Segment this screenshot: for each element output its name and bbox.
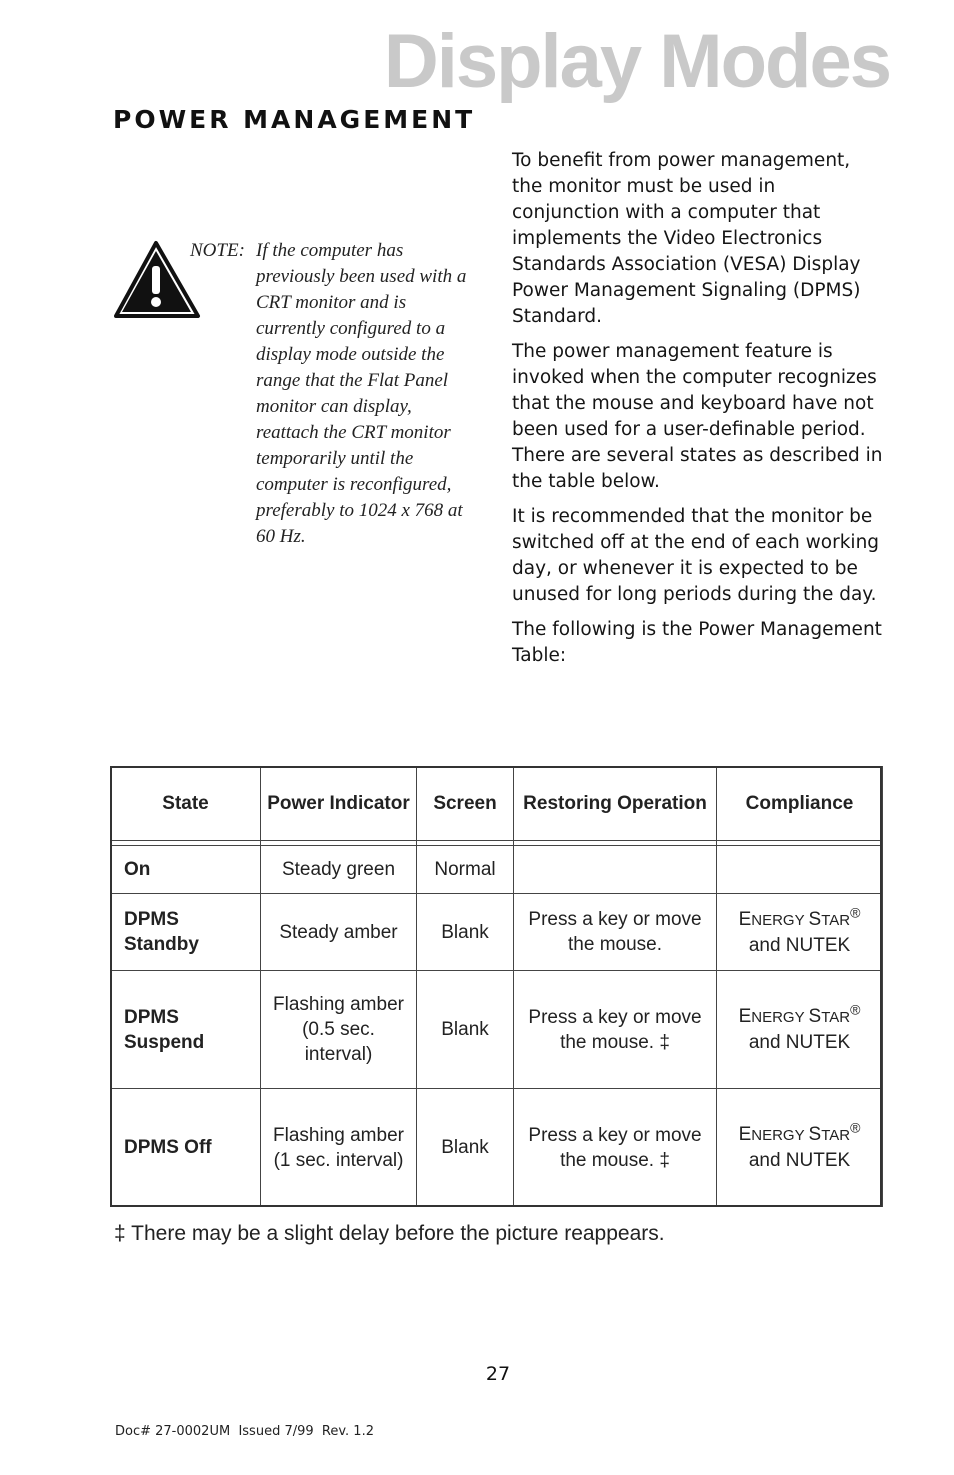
compliance-text: and NUTEK xyxy=(748,934,851,956)
energy-star-label: ENERGY STAR® xyxy=(738,904,861,930)
energy-star-label: ENERGY STAR® xyxy=(738,1119,861,1146)
page-number: 27 xyxy=(485,1363,511,1385)
header-power-indicator: Power Indicator xyxy=(261,767,417,841)
cell-indicator: Steady green xyxy=(261,845,417,893)
cell-state: DPMS Off xyxy=(111,1089,261,1207)
cell-indicator: Flashing amber (0.5 sec. interval) xyxy=(261,971,417,1089)
banner-title: Display Modes xyxy=(383,19,890,104)
compliance-text: and NUTEK xyxy=(748,1150,851,1172)
header-state: State xyxy=(111,767,261,841)
cell-state: DPMS Standby xyxy=(111,893,261,971)
cell-indicator: Flashing amber (1 sec. interval) xyxy=(261,1089,417,1207)
doc-info: Doc# 27-0002UM Issued 7/99 Rev. 1.2 xyxy=(115,1424,374,1439)
cell-state: DPMS Suspend xyxy=(111,971,261,1089)
cell-state: On xyxy=(111,845,261,893)
table-frame xyxy=(110,766,882,1207)
header-restoring-operation: Restoring Operation xyxy=(514,767,717,841)
header-screen: Screen xyxy=(417,767,514,841)
cell-restoring: Press a key or move the mouse. xyxy=(514,893,717,971)
body-paragraph: The power management feature is invoked when the computer recognizes that the mouse and keyboard have not been used for a user-definable period. There are several states as described in the table below. xyxy=(512,341,883,492)
header-compliance: Compliance xyxy=(717,767,883,841)
body-column xyxy=(512,148,884,678)
warning-triangle-icon xyxy=(114,240,202,320)
section-title: POWER MANAGEMENT xyxy=(113,105,476,134)
cell-screen: Blank xyxy=(417,893,514,971)
cell-screen: Blank xyxy=(417,1089,514,1207)
cell-indicator: Steady amber xyxy=(261,893,417,971)
energy-star-label: ENERGY STAR® xyxy=(738,1001,861,1028)
body-paragraph: It is recommended that the monitor be switched off at the end of each working day, or whenever it is expected to be unused for long periods during the day. xyxy=(512,506,880,605)
footnote: ‡ There may be a slight delay before the picture reappears. xyxy=(114,1222,665,1245)
note-text: If the computer has previously been used with a CRT monitor and is currently configured to a display mode outside the range that the Flat Panel monitor can display, reattach the CRT monitor temporarily until the computer is reconfigured, preferably to 1024 x 768 at 60 Hz. xyxy=(256,240,467,547)
note-label: NOTE: xyxy=(190,240,245,261)
cell-screen: Blank xyxy=(417,971,514,1089)
body-paragraph: To benefit from power management, the monitor must be used in conjunction with a computer that implements the Video Electronics Standards Association (VESA) Display Power Management Signaling (DPMS) Standard. xyxy=(512,150,861,327)
cell-restoring: Press a key or move the mouse. ‡ xyxy=(514,971,717,1089)
compliance-text: and NUTEK xyxy=(748,1032,851,1054)
cell-restoring: Press a key or move the mouse. ‡ xyxy=(514,1089,717,1207)
cell-screen: Normal xyxy=(417,845,514,893)
body-paragraph: The following is the Power Management Table: xyxy=(512,619,882,666)
